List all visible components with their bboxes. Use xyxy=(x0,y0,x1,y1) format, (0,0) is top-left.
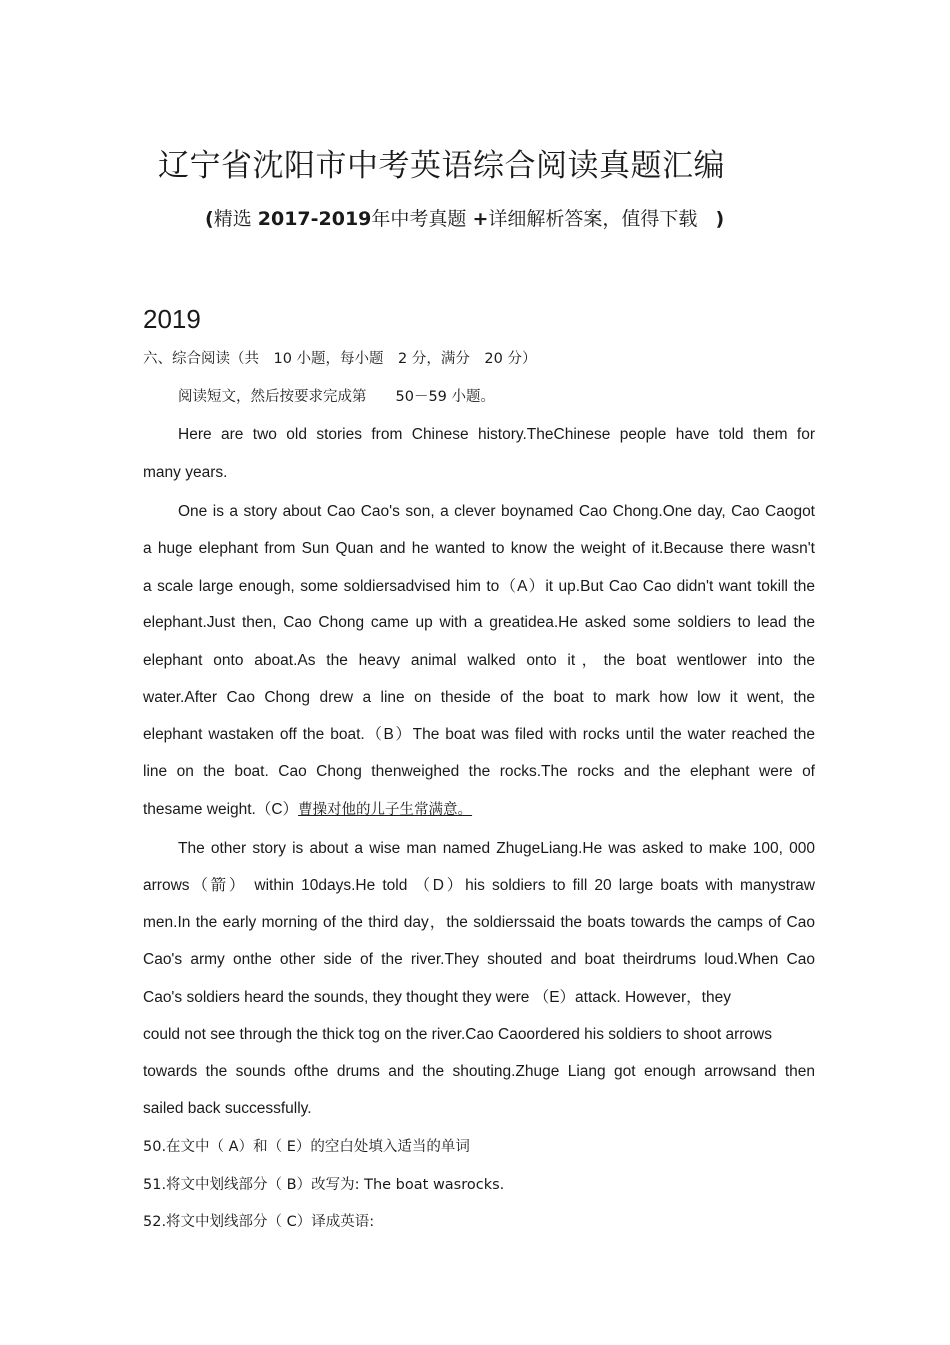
passage-line: a scale large enough, some soldiersadvised him to（A）it up.But Cao Cao didn't want tokill the xyxy=(143,578,815,595)
passage-line: could not see through the thick tog on the river.Cao Caoordered his soldiers to shoot arrows xyxy=(143,1026,772,1043)
passage-line: towards the sounds ofthe drums and the shouting.Zhuge Liang got enough arrowsand then xyxy=(143,1063,815,1080)
passage-line: many years. xyxy=(143,464,228,481)
question-52: 52.将文中划线部分（ C）译成英语: xyxy=(143,1214,375,1230)
subtitle-part3: 详细解析答案，值得下载 xyxy=(488,208,698,230)
passage-line: elephant wastaken off the boat.（B）The boat was filed with rocks until the water reached the xyxy=(143,726,815,743)
subtitle-plus: + xyxy=(472,208,489,230)
passage-line: One is a story about Cao Cao's son, a clever boynamed Cao Chong.One day, Cao Caogot xyxy=(178,503,815,520)
subtitle-close-paren: ) xyxy=(715,208,725,230)
subtitle-years: 2017-2019 xyxy=(257,208,372,230)
subtitle-part1: 精选 xyxy=(213,208,252,230)
passage-line-last xyxy=(143,800,815,820)
subtitle-part2: 年中考真题 xyxy=(371,208,467,230)
question-51: 51.将文中划线部分（ B）改写为: The boat wasrocks. xyxy=(143,1177,505,1193)
underlined-sentence-c: 曹操对他的儿子生常满意。 xyxy=(298,802,473,818)
subtitle-open-paren: ( xyxy=(205,208,214,230)
passage-line: Here are two old stories from Chinese history.TheChinese people have told them for xyxy=(178,426,815,443)
section-heading: 六、综合阅读（共 10 小题，每小题 2 分，满分 20 分） xyxy=(143,351,537,367)
page-subtitle xyxy=(205,204,724,231)
passage-line: Cao's soldiers heard the sounds, they thought they were （E）attack. However，they xyxy=(143,989,731,1006)
passage-line: men.In the early morning of the third day，the soldierssaid the boats towards the camps of Cao xyxy=(143,914,815,931)
passage-line: line on the boat. Cao Chong thenweighed the rocks.The rocks and the elephant were of xyxy=(143,763,815,780)
passage-line: elephant.Just then, Cao Chong came up with a greatidea.He asked some soldiers to lead the xyxy=(143,614,815,631)
reading-instruction: 阅读短文，然后按要求完成第 50－59 小题。 xyxy=(178,389,496,405)
question-50: 50.在文中（ A）和（ E）的空白处填入适当的单词 xyxy=(143,1139,470,1155)
year-heading: 2019 xyxy=(143,304,201,334)
passage-line: The other story is about a wise man named ZhugeLiang.He was asked to make 100, 000 xyxy=(178,840,815,857)
page-title: 辽宁省沈阳市中考英语综合阅读真题汇编 xyxy=(158,148,725,184)
passage-line: Cao's army onthe other side of the river.They shouted and boat theirdrums loud.When Cao xyxy=(143,951,815,968)
passage-line: elephant onto aboat.As the heavy animal walked onto it，the boat wentlower into the xyxy=(143,652,815,669)
passage-line: a huge elephant from Sun Quan and he wanted to know the weight of it.Because there wasn't xyxy=(143,540,815,557)
passage-line: arrows（箭） within 10days.He told （D）his soldiers to fill 20 large boats with manystraw xyxy=(143,877,815,894)
passage-line: sailed back successfully. xyxy=(143,1100,312,1117)
passage-text: thesame weight.（C） xyxy=(143,801,299,818)
passage-line: water.After Cao Chong drew a line on theside of the boat to mark how low it went, the xyxy=(143,689,815,706)
